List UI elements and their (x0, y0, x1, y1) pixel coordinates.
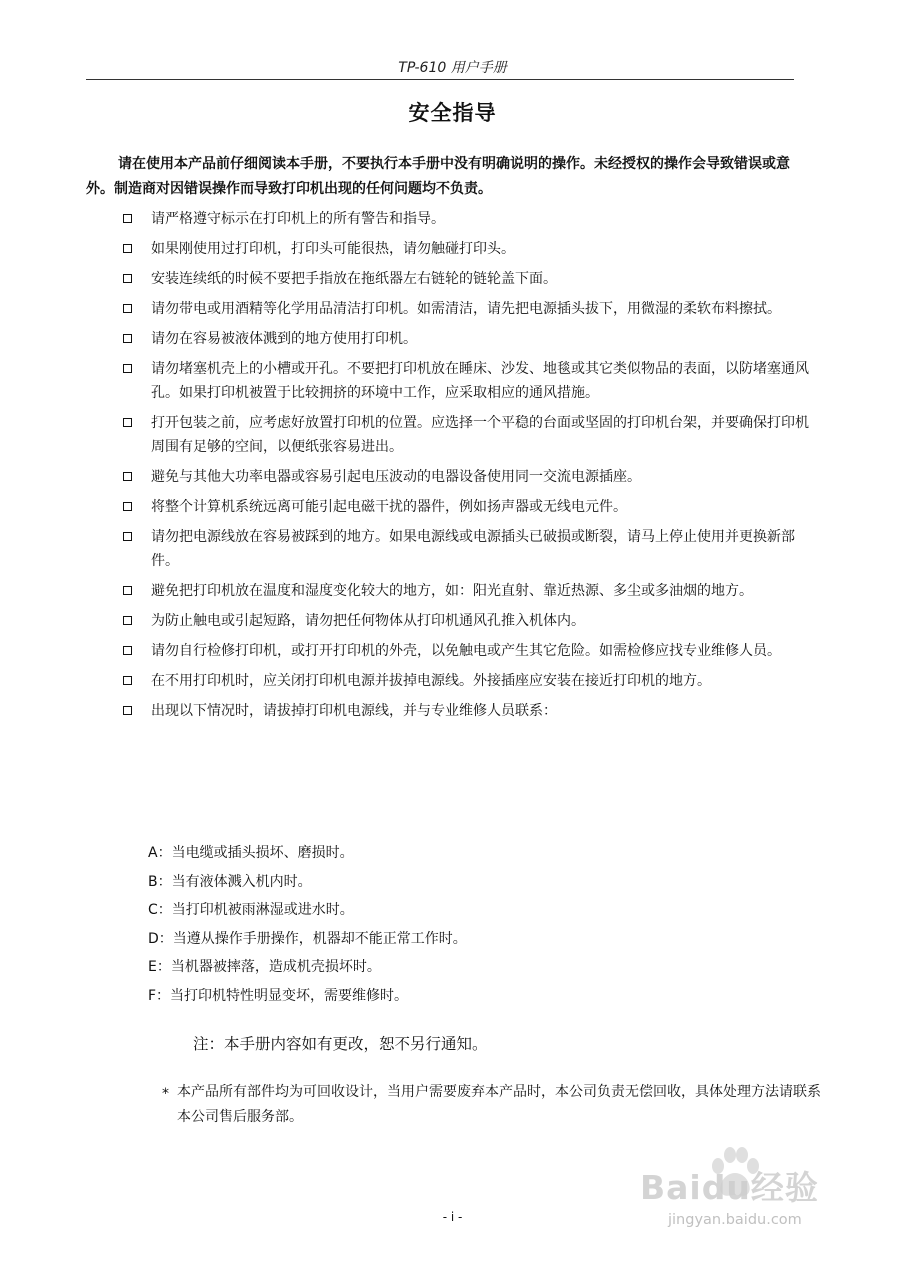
checkbox-icon (123, 334, 132, 343)
intro-paragraph: 请在使用本产品前仔细阅读本手册，不要执行本手册中没有明确说明的操作。未经授权的操作会导致错误或意外。制造商对因错误操作而导致打印机出现的任何问题均不负责。 (86, 156, 790, 197)
change-notice: 注：本手册内容如有更改，恕不另行通知。 (193, 1035, 488, 1053)
checkbox-icon (123, 616, 132, 625)
list-item-text: 请勿带电或用酒精等化学用品清洁打印机。如需清洁，请先把电源插头拔下，用微湿的柔软布料擦拭。 (151, 301, 781, 317)
list-item-text: 为防止触电或引起短路，请勿把任何物体从打印机通风孔推入机体内。 (151, 613, 585, 629)
list-item-text: 出现以下情况时，请拔掉打印机电源线，并与专业维修人员联系： (151, 703, 557, 719)
list-item (121, 357, 811, 405)
list-item (121, 699, 811, 723)
list-item (121, 465, 811, 489)
sub-item: E：当机器被摔落，造成机壳损坏时。 (148, 959, 381, 976)
list-item (121, 237, 811, 261)
baidu-watermark (640, 1138, 850, 1248)
watermark-brand: Baidu经验 (640, 1168, 819, 1207)
checkbox-icon (123, 304, 132, 313)
header-title: TP-610 用户手册 (398, 60, 507, 76)
recycle-notice (162, 1080, 822, 1130)
checkbox-icon (123, 274, 132, 283)
list-item (121, 609, 811, 633)
list-item-text: 请勿堵塞机壳上的小槽或开孔。不要把打印机放在睡床、沙发、地毯或其它类似物品的表面，以防堵塞通风孔。如果打印机被置于比较拥挤的环境中工作，应采取相应的通风措施。 (151, 361, 809, 401)
list-item-text: 避免把打印机放在温度和湿度变化较大的地方，如：阳光直射、靠近热源、多尘或多油烟的地方。 (151, 583, 753, 599)
list-item-text: 安装连续纸的时候不要把手指放在拖纸器左右链轮的链轮盖下面。 (151, 271, 557, 287)
list-item (121, 579, 811, 603)
checkbox-icon (123, 502, 132, 511)
sub-item: F：当打印机特性明显变坏，需要维修时。 (148, 987, 409, 1004)
page-number: - i - (442, 1210, 463, 1224)
list-item-text: 避免与其他大功率电器或容易引起电压波动的电器设备使用同一交流电源插座。 (151, 469, 641, 485)
list-item (121, 327, 811, 351)
checkbox-icon (123, 472, 132, 481)
checkbox-icon (123, 586, 132, 595)
header-rule (86, 79, 794, 80)
sub-item: C：当打印机被雨淋湿或进水时。 (148, 902, 354, 919)
sub-item: B：当有液体溅入机内时。 (148, 873, 312, 890)
recycle-text: 本产品所有部件均为可回收设计，当用户需要废弃本产品时，本公司负责无偿回收，具体处理方法请联系本公司售后服务部。 (177, 1084, 821, 1125)
list-item-text: 打开包装之前，应考虑好放置打印机的位置。应选择一个平稳的台面或坚固的打印机台架，并要确保打印机周围有足够的空间，以便纸张容易进出。 (151, 415, 809, 455)
list-item (121, 495, 811, 519)
page-title: 安全指导 (408, 101, 497, 125)
list-item-text: 将整个计算机系统远离可能引起电磁干扰的器件，例如扬声器或无线电元件。 (151, 499, 627, 515)
checkbox-icon (123, 364, 132, 373)
watermark-url: jingyan.baidu.com (668, 1212, 802, 1228)
checkbox-icon (123, 244, 132, 253)
checkbox-icon (123, 418, 132, 427)
checkbox-icon (123, 214, 132, 223)
list-item-text: 请严格遵守标示在打印机上的所有警告和指导。 (151, 211, 445, 227)
condition-list (148, 839, 467, 1011)
list-item (121, 639, 811, 663)
list-item (121, 525, 811, 573)
list-item-text: 如果刚使用过打印机，打印头可能很热，请勿触碰打印头。 (151, 241, 515, 257)
safety-list (121, 207, 811, 729)
asterisk-marker: * (162, 1086, 169, 1102)
list-item (121, 411, 811, 459)
checkbox-icon (123, 532, 132, 541)
checkbox-icon (123, 676, 132, 685)
checkbox-icon (123, 646, 132, 655)
list-item (121, 297, 811, 321)
list-item (121, 669, 811, 693)
checkbox-icon (123, 706, 132, 715)
list-item (121, 207, 811, 231)
list-item-text: 请勿自行检修打印机，或打开打印机的外壳，以免触电或产生其它危险。如需检修应找专业维修人员。 (151, 643, 781, 659)
list-item-text: 请勿把电源线放在容易被踩到的地方。如果电源线或电源插头已破损或断裂，请马上停止使用并更换新部件。 (151, 529, 795, 569)
sub-item: A：当电缆或插头损坏、磨损时。 (148, 845, 354, 861)
sub-item: D：当遵从操作手册操作，机器却不能正常工作时。 (148, 930, 467, 947)
list-item (121, 267, 811, 291)
list-item-text: 在不用打印机时，应关闭打印机电源并拔掉电源线。外接插座应安装在接近打印机的地方。 (151, 673, 711, 689)
list-item-text: 请勿在容易被液体溅到的地方使用打印机。 (151, 331, 417, 347)
